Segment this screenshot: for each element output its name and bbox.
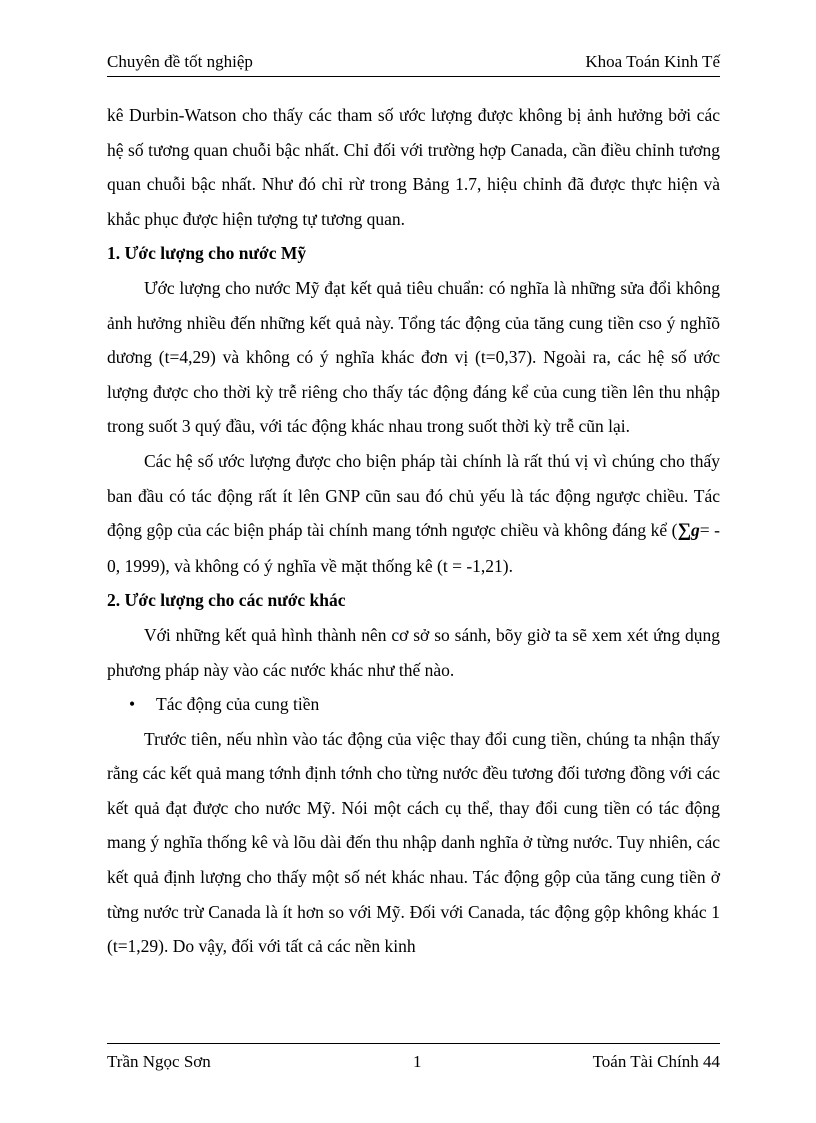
footer-class: Toán Tài Chính 44 — [592, 1052, 720, 1071]
paragraph-money-supply-effect: Trước tiên, nếu nhìn vào tác động của việc thay đổi cung tiền, chúng ta nhận thấy rằng các kết quả mang tớnh định tớnh cho từng nước đều tương đối tương đồng với các kết quả đạt được cho nước Mỹ. Nói một cách cụ thể, thay đổi cung tiền có tác động mang ý nghĩa thống kê và lõu dài đến thu nhập danh nghĩa ở từng nước. Tuy nhiên, các kết quả định lượng cho thấy một số nét khác nhau. Tác động gộp của tăng cung tiền ở từng nước trừ Canada là ít hơn so với Mỹ. Đối với Canada, tác động gộp không khác 1 (t=1,29). Do vậy, đối với tất cả các nền kinh — [107, 728, 720, 957]
paragraph-fiscal-text-start: Các hệ số ước lượng được cho biện pháp tài chính là rất thú vị vì chúng cho thấy ban đầu có tác động rất ít lên GNP cũn sau đó chủ yếu là tác động ngược chiều. Tác động gộp của các biện pháp tài chính mang tớnh ngược chiều và không đáng kể ( — [107, 450, 720, 541]
section-heading-other-countries: 2. Ước lượng cho các nước khác — [107, 590, 346, 611]
header-faculty: Khoa Toán Kinh Tế — [585, 52, 720, 71]
page-footer — [107, 1043, 720, 1074]
document-body — [107, 98, 720, 964]
header-document-type: Chuyên đề tốt nghiệp — [107, 52, 253, 71]
bullet-dot: • — [129, 694, 136, 715]
paragraph-fiscal-text-end: = - 0, 1999), và không có ý nghĩa về mặt thống kê (t = -1,21). — [107, 520, 721, 576]
paragraph-fiscal-coefficients — [107, 444, 720, 583]
sum-symbol: ∑ — [677, 520, 692, 542]
bullet-text: Tác động của cung tiền — [156, 694, 320, 715]
page-number: 1 — [413, 1052, 422, 1071]
paragraph-us-estimate: Ước lượng cho nước Mỹ đạt kết quả tiêu chuẩn: có nghĩa là những sửa đổi không ảnh hưởng nhiều đến những kết quả này. Tổng tác động của tăng cung tiền cso ý nghĩõ dương (t=4,29) và không có ý nghĩa khác đơn vị (t=0,37). Ngoài ra, các hệ số ước lượng được cho thời kỳ trễ riêng cho thấy tác động đáng kể của cung tiền lên thu nhập trong suốt 3 quý đầu, với tác động khác nhau trong suốt thời kỳ trễ cũn lại. — [107, 277, 720, 437]
bullet-money-supply — [107, 687, 720, 722]
paragraph-comparison: Với những kết quả hình thành nên cơ sở so sánh, bõy giờ ta sẽ xem xét ứng dụng phương pháp này vào các nước khác như thế nào. — [107, 624, 720, 680]
section-heading-us: 1. Ước lượng cho nước Mỹ — [107, 243, 307, 264]
paragraph-durbin-watson: kê Durbin-Watson cho thấy các tham số ước lượng được không bị ảnh hưởng bởi các hệ số tương quan chuỗi bậc nhất. Chỉ đối với trường hợp Canada, cần điều chỉnh tương quan chuỗi bậc nhất. Như đó chỉ rừ trong Bảng 1.7, hiệu chỉnh đã được thực hiện và khắc phục được hiện tượng tự tương quan. — [107, 105, 720, 229]
g-variable: g — [691, 520, 700, 541]
footer-author: Trần Ngọc Sơn — [107, 1052, 211, 1071]
page-header — [107, 50, 720, 77]
